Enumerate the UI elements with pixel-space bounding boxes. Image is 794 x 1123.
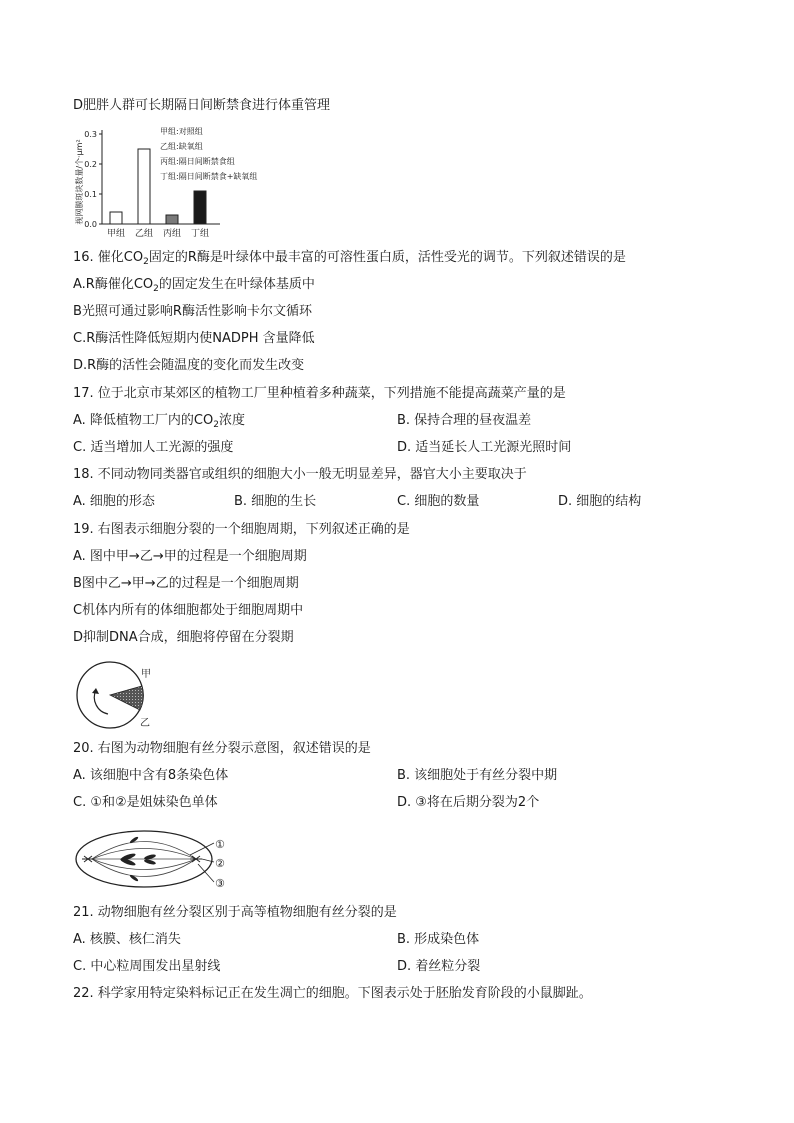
q20-option-b: B. 该细胞处于有丝分裂中期 (397, 768, 558, 783)
q19-option-b: B图中乙→甲→乙的过程是一个细胞周期 (73, 576, 299, 591)
q18-option-a: A. 细胞的形态 (73, 494, 155, 509)
q19-option-a: A. 图中甲→乙→甲的过程是一个细胞周期 (73, 549, 307, 564)
q19-option-d: D抑制DNA合成，细胞将停留在分裂期 (73, 630, 294, 645)
q16-option-d: D.R酶的活性会随温度的变化而发生改变 (73, 358, 305, 373)
q21-option-b: B. 形成染色体 (397, 932, 480, 947)
x-tick-label-group (107, 228, 209, 239)
bar (194, 191, 206, 224)
y-axis-label-group (74, 139, 84, 224)
y-tick-label: 0.0 (84, 220, 97, 229)
left-centriole (82, 856, 94, 862)
x-tick-label: 甲组 (106, 229, 126, 239)
q21-option-a: A. 核膜、核仁消失 (73, 932, 181, 947)
q20-stem: 20. 右图为动物细胞有丝分裂示意图，叙述错误的是 (73, 741, 371, 756)
q18-option-c: C. 细胞的数量 (397, 494, 480, 509)
q21-option-c: C. 中心粒周围发出星射线 (73, 959, 221, 974)
spindle-fibers (92, 842, 196, 877)
label-jia: 甲 (141, 669, 151, 680)
y-tick-group (84, 130, 102, 229)
q15-option-d: D肥胖人群可长期隔日间断禁食进行体重管理 (73, 98, 331, 113)
q18-stem: 18. 不同动物同类器官或组织的细胞大小一般无明显差异，器官大小主要取决于 (73, 467, 527, 482)
q19-stem: 19. 右图表示细胞分裂的一个细胞周期，下列叙述正确的是 (73, 522, 410, 537)
callout-3: ③ (215, 877, 225, 890)
q18-option-b: B. 细胞的生长 (234, 494, 317, 509)
callout-1: ① (215, 838, 225, 851)
y-tick-label: 0.1 (84, 190, 97, 199)
right-centriole (190, 856, 202, 862)
q20-option-a: A. 该细胞中含有8条染色体 (73, 768, 229, 783)
legend-entry: 丁组:隔日间断禁食+缺氧组 (160, 172, 258, 181)
q17-option-b: B. 保持合理的昼夜温差 (397, 413, 532, 428)
x-tick-label: 丁组 (190, 229, 210, 239)
bar (110, 212, 122, 224)
y-tick-label: 0.2 (84, 160, 97, 169)
legend-entry: 丙组:隔日间断禁食组 (160, 157, 235, 166)
x-tick-label: 乙组 (134, 229, 154, 239)
q15-bar-chart (72, 122, 272, 240)
q21-stem: 21. 动物细胞有丝分裂区别于高等植物细胞有丝分裂的是 (73, 905, 397, 920)
mitosis-diagram (72, 826, 240, 894)
cell-cycle-diagram (72, 660, 162, 732)
q16-option-c: C.R酶活性降低短期内使NADPH 含量降低 (73, 331, 315, 346)
bar (166, 215, 178, 224)
label-yi: 乙 (140, 718, 150, 729)
q21-option-d: D. 着丝粒分裂 (397, 959, 481, 974)
q17-option-c: C. 适当增加人工光源的强度 (73, 440, 234, 455)
legend (160, 126, 257, 181)
q16-option-b: B光照可通过影响R酶活性影响卡尔文循环 (73, 304, 312, 319)
legend-entry: 甲组:对照组 (160, 127, 203, 136)
y-tick-label: 0.3 (84, 130, 97, 139)
bar (138, 149, 150, 224)
q17-option-a: A. 降低植物工厂内的$CO_2$浓度 (73, 413, 245, 430)
legend-entry: 乙组:缺氧组 (160, 142, 203, 151)
q16-option-a: A.R酶催化$CO_2$的固定发生在叶绿体基质中 (73, 277, 315, 294)
callout-lines (190, 843, 214, 882)
y-axis-label: 视网膜斑块数量/个·μm² (75, 139, 84, 225)
x-tick-label: 丙组 (162, 229, 182, 239)
q20-option-c: C. ①和②是姐妹染色单体 (73, 795, 218, 810)
q16-stem: 16. 催化$CO_2$固定的R酶是叶绿体中最丰富的可溶性蛋白质，活性受光的调节。下列叙述错误的是 (73, 250, 626, 267)
q22-stem: 22. 科学家用特定染料标记正在发生凋亡的细胞。下图表示处于胚胎发育阶段的小鼠脚趾。 (73, 986, 592, 1001)
q17-option-d: D. 适当延长人工光源光照时间 (397, 440, 572, 455)
q19-option-c: C机体内所有的体细胞都处于细胞周期中 (73, 603, 304, 618)
q20-option-d: D. ③将在后期分裂为2个 (397, 795, 540, 810)
callout-2: ② (215, 857, 225, 870)
q18-option-d: D. 细胞的结构 (558, 494, 642, 509)
q17-stem: 17. 位于北京市某郊区的植物工厂里种植着多种蔬菜，下列措施不能提高蔬菜产量的是 (73, 386, 566, 401)
